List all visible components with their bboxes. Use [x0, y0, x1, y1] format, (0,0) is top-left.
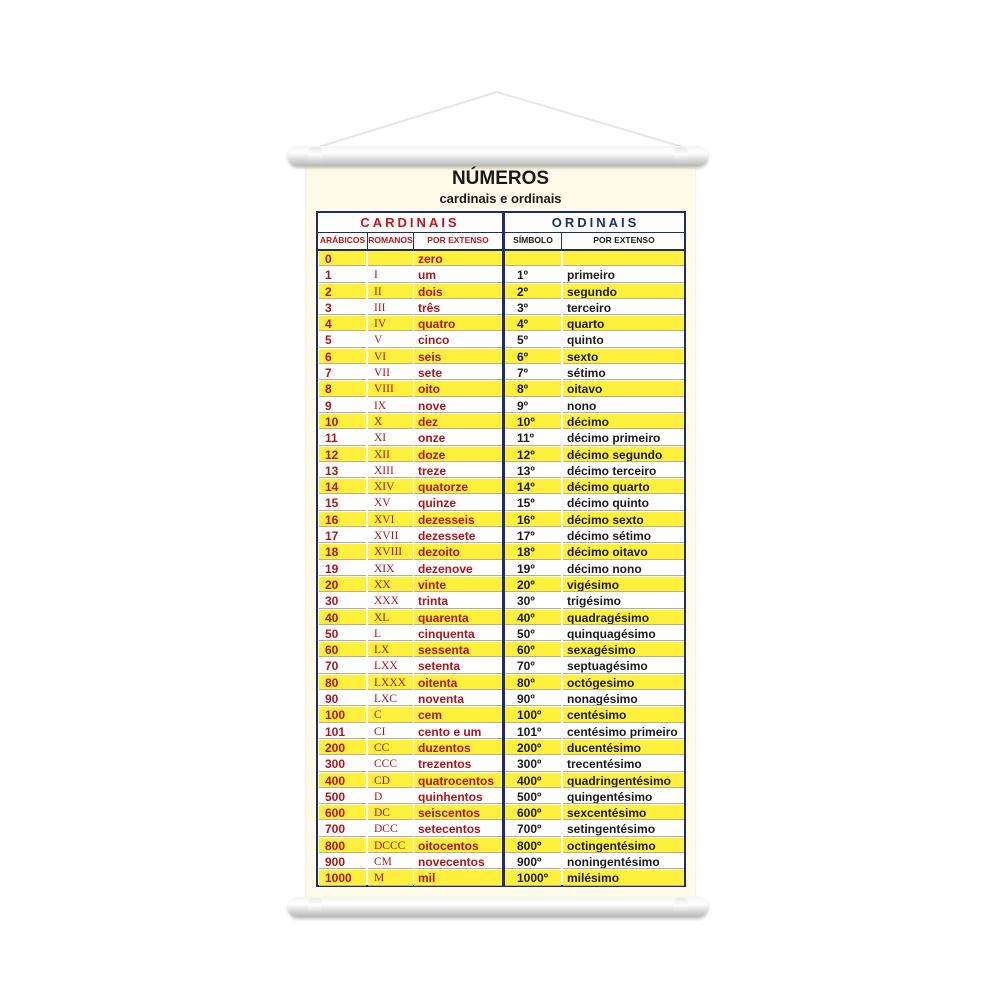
cardinal-cell: dezoito [414, 544, 502, 559]
symbol-cell: 6º [505, 349, 561, 364]
roman-cell: IX [368, 398, 413, 413]
ordinal-cell: septuagésimo [563, 658, 684, 673]
roman-cell: VIII [368, 381, 413, 396]
cardinal-cell: dezenove [414, 561, 502, 576]
arabic-cell: 19 [319, 561, 366, 576]
arabic-cell: 90 [319, 691, 366, 706]
roman-cell: C [368, 707, 413, 722]
cardinal-cell: seiscentos [414, 805, 502, 820]
cardinal-cell: cinco [414, 332, 502, 347]
arabic-cell: 6 [319, 349, 366, 364]
cardinal-cell: sessenta [414, 642, 502, 657]
cardinal-cell: vinte [414, 577, 502, 592]
table-row [318, 267, 684, 283]
numbers-table [316, 211, 686, 887]
ordinal-cell: décimo sétimo [563, 528, 684, 543]
table-row [318, 789, 684, 805]
arabic-cell: 3 [319, 300, 366, 315]
symbol-cell: 80º [505, 675, 561, 690]
section-cardinais: CARDINAIS [360, 215, 460, 230]
ordinal-cell: ducentésimo [563, 740, 684, 755]
table-row [318, 691, 684, 707]
roman-cell: LXXX [368, 675, 413, 690]
cardinal-cell: zero [414, 251, 502, 266]
ordinal-cell: décimo nono [563, 561, 684, 576]
cardinal-cell: treze [414, 463, 502, 478]
roman-cell: VI [368, 349, 413, 364]
symbol-cell: 500º [505, 789, 561, 804]
table-body [318, 251, 684, 887]
symbol-cell: 7º [505, 365, 561, 380]
cardinal-cell: noventa [414, 691, 502, 706]
ordinal-cell: décimo terceiro [563, 463, 684, 478]
table-row [318, 658, 684, 674]
colhead-simbolo: SÍMBOLO [513, 235, 553, 245]
symbol-cell: 10º [505, 414, 561, 429]
symbol-cell: 3º [505, 300, 561, 315]
header-separator [561, 233, 562, 249]
table-row [318, 724, 684, 740]
roman-cell: CC [368, 740, 413, 755]
roman-cell: II [368, 284, 413, 299]
ordinal-cell: setingentésimo [563, 821, 684, 836]
arabic-cell: 0 [319, 251, 366, 266]
symbol-cell: 40º [505, 610, 561, 625]
arabic-cell: 8 [319, 381, 366, 396]
cardinal-cell: quatrocentos [414, 773, 502, 788]
table-row [318, 756, 684, 772]
symbol-cell [505, 251, 561, 266]
arabic-cell: 600 [319, 805, 366, 820]
ordinal-cell: quinquagésimo [563, 626, 684, 641]
arabic-cell: 101 [319, 724, 366, 739]
chart-banner [306, 158, 695, 903]
header-separator [413, 233, 414, 249]
symbol-cell: 12º [505, 447, 561, 462]
arabic-cell: 16 [319, 512, 366, 527]
ordinal-cell: quarto [563, 316, 684, 331]
cardinal-cell: três [414, 300, 502, 315]
arabic-cell: 1000 [319, 870, 366, 885]
cardinal-cell: novecentos [414, 854, 502, 869]
table-row [318, 349, 684, 365]
table-row [318, 398, 684, 414]
roman-cell: I [368, 267, 413, 282]
table-row [318, 316, 684, 332]
symbol-cell: 90º [505, 691, 561, 706]
cardinal-cell: quatorze [414, 479, 502, 494]
table-row [318, 642, 684, 658]
arabic-cell: 40 [319, 610, 366, 625]
header-divider [318, 232, 684, 233]
symbol-cell: 5º [505, 332, 561, 347]
ordinal-cell: décimo segundo [563, 447, 684, 462]
table-row [318, 773, 684, 789]
roman-cell: XIII [368, 463, 413, 478]
table-row [318, 495, 684, 511]
table-row [318, 512, 684, 528]
table-row [318, 430, 684, 446]
cardinal-cell: cinquenta [414, 626, 502, 641]
cardinal-cell: cem [414, 707, 502, 722]
symbol-cell: 14º [505, 479, 561, 494]
ordinal-cell: sétimo [563, 365, 684, 380]
table-row [318, 251, 684, 267]
roman-cell: IV [368, 316, 413, 331]
table-row [318, 365, 684, 381]
ordinal-cell: sexcentésimo [563, 805, 684, 820]
top-rod [288, 146, 708, 166]
table-row [318, 447, 684, 463]
roman-cell: LX [368, 642, 413, 657]
arabic-cell: 300 [319, 756, 366, 771]
roman-cell: XII [368, 447, 413, 462]
cardinal-cell: dez [414, 414, 502, 429]
symbol-cell: 4º [505, 316, 561, 331]
symbol-cell: 400º [505, 773, 561, 788]
symbol-cell: 16º [505, 512, 561, 527]
cardinal-cell: sete [414, 365, 502, 380]
arabic-cell: 18 [319, 544, 366, 559]
cardinal-cell: oito [414, 381, 502, 396]
symbol-cell: 1º [505, 267, 561, 282]
roman-cell: XVII [368, 528, 413, 543]
cardinal-cell: quinhentos [414, 789, 502, 804]
ordinal-cell: terceiro [563, 300, 684, 315]
table-row [318, 675, 684, 691]
symbol-cell: 70º [505, 658, 561, 673]
cardinal-cell: trezentos [414, 756, 502, 771]
symbol-cell: 30º [505, 593, 561, 608]
cardinal-cell: quatro [414, 316, 502, 331]
ordinal-cell: octógesimo [563, 675, 684, 690]
arabic-cell: 5 [319, 332, 366, 347]
roman-cell: D [368, 789, 413, 804]
arabic-cell: 200 [319, 740, 366, 755]
ordinal-cell: quadringentésimo [563, 773, 684, 788]
ordinal-cell: décimo oitavo [563, 544, 684, 559]
section-divider [502, 213, 505, 885]
table-row [318, 805, 684, 821]
roman-cell: L [368, 626, 413, 641]
symbol-cell: 13º [505, 463, 561, 478]
ordinal-cell [563, 251, 684, 266]
cardinal-cell: cento e um [414, 724, 502, 739]
cardinal-cell: nove [414, 398, 502, 413]
symbol-cell: 60º [505, 642, 561, 657]
table-row [318, 707, 684, 723]
table-row [318, 870, 684, 886]
symbol-cell: 700º [505, 821, 561, 836]
symbol-cell: 600º [505, 805, 561, 820]
roman-cell: X [368, 414, 413, 429]
arabic-cell: 50 [319, 626, 366, 641]
table-row [318, 626, 684, 642]
cardinal-cell: quarenta [414, 610, 502, 625]
arabic-cell: 80 [319, 675, 366, 690]
table-row [318, 610, 684, 626]
arabic-cell: 500 [319, 789, 366, 804]
cardinal-cell: dois [414, 284, 502, 299]
arabic-cell: 800 [319, 838, 366, 853]
symbol-cell: 2º [505, 284, 561, 299]
roman-cell: III [368, 300, 413, 315]
roman-cell: LXX [368, 658, 413, 673]
arabic-cell: 12 [319, 447, 366, 462]
table-row [318, 544, 684, 560]
arabic-cell: 15 [319, 495, 366, 510]
cardinal-cell: mil [414, 870, 502, 885]
symbol-cell: 1000º [505, 870, 561, 885]
arabic-cell: 2 [319, 284, 366, 299]
section-ordinais: ORDINAIS [551, 215, 640, 230]
roman-cell: XIV [368, 479, 413, 494]
symbol-cell: 20º [505, 577, 561, 592]
roman-cell: XVI [368, 512, 413, 527]
arabic-cell: 9 [319, 398, 366, 413]
symbol-cell: 18º [505, 544, 561, 559]
ordinal-cell: primeiro [563, 267, 684, 282]
table-row [318, 740, 684, 756]
symbol-cell: 900º [505, 854, 561, 869]
symbol-cell: 11º [505, 430, 561, 445]
roman-cell: M [368, 870, 413, 885]
table-row [318, 577, 684, 593]
ordinal-cell: décimo quarto [563, 479, 684, 494]
ordinal-cell: quinto [563, 332, 684, 347]
cardinal-cell: onze [414, 430, 502, 445]
ordinal-cell: centésimo primeiro [563, 724, 684, 739]
roman-cell: XIX [368, 561, 413, 576]
arabic-cell: 30 [319, 593, 366, 608]
arabic-cell: 900 [319, 854, 366, 869]
table-row [318, 593, 684, 609]
roman-cell: CD [368, 773, 413, 788]
symbol-cell: 800º [505, 838, 561, 853]
roman-cell: DCC [368, 821, 413, 836]
symbol-cell: 9º [505, 398, 561, 413]
cardinal-cell: oitenta [414, 675, 502, 690]
cardinal-cell: setecentos [414, 821, 502, 836]
cardinal-cell: duzentos [414, 740, 502, 755]
roman-cell: XL [368, 610, 413, 625]
bottom-rod [288, 897, 708, 917]
arabic-cell: 7 [319, 365, 366, 380]
ordinal-cell: vigésimo [563, 577, 684, 592]
ordinal-cell: décimo sexto [563, 512, 684, 527]
roman-cell: VII [368, 365, 413, 380]
ordinal-cell: segundo [563, 284, 684, 299]
cardinal-cell: seis [414, 349, 502, 364]
symbol-cell: 50º [505, 626, 561, 641]
table-row [318, 561, 684, 577]
ordinal-cell: trigésimo [563, 593, 684, 608]
roman-cell: CI [368, 724, 413, 739]
ordinal-cell: noningentésimo [563, 854, 684, 869]
cardinal-cell: trinta [414, 593, 502, 608]
roman-cell: LXC [368, 691, 413, 706]
arabic-cell: 400 [319, 773, 366, 788]
cardinal-cell: oitocentos [414, 838, 502, 853]
colhead-romanos: ROMANOS [368, 235, 413, 245]
roman-cell: XVIII [368, 544, 413, 559]
ordinal-cell: nono [563, 398, 684, 413]
table-row [318, 284, 684, 300]
cardinal-cell: dezessete [414, 528, 502, 543]
ordinal-cell: trecentésimo [563, 756, 684, 771]
page-title: NÚMEROS [451, 168, 550, 189]
arabic-cell: 700 [319, 821, 366, 836]
cardinal-cell: doze [414, 447, 502, 462]
arabic-cell: 11 [319, 430, 366, 445]
arabic-cell: 17 [319, 528, 366, 543]
arabic-cell: 60 [319, 642, 366, 657]
roman-cell [368, 251, 413, 266]
symbol-cell: 300º [505, 756, 561, 771]
roman-cell: XV [368, 495, 413, 510]
symbol-cell: 8º [505, 381, 561, 396]
cardinal-cell: um [414, 267, 502, 282]
ordinal-cell: oitavo [563, 381, 684, 396]
ordinal-cell: quingentésimo [563, 789, 684, 804]
table-row [318, 854, 684, 870]
symbol-cell: 17º [505, 528, 561, 543]
ordinal-cell: décimo [563, 414, 684, 429]
arabic-cell: 13 [319, 463, 366, 478]
arabic-cell: 70 [319, 658, 366, 673]
page-subtitle: cardinais e ordinais [439, 191, 562, 206]
table-row [318, 300, 684, 316]
ordinal-cell: décimo primeiro [563, 430, 684, 445]
table-row [318, 414, 684, 430]
symbol-cell: 19º [505, 561, 561, 576]
symbol-cell: 15º [505, 495, 561, 510]
colhead-arabicos: ARÁBICOS [319, 235, 366, 245]
arabic-cell: 1 [319, 267, 366, 282]
roman-cell: CM [368, 854, 413, 869]
cardinal-cell: setenta [414, 658, 502, 673]
roman-cell: XXX [368, 593, 413, 608]
ordinal-cell: centésimo [563, 707, 684, 722]
ordinal-cell: quadragésimo [563, 610, 684, 625]
table-row [318, 381, 684, 397]
arabic-cell: 100 [319, 707, 366, 722]
arabic-cell: 4 [319, 316, 366, 331]
colhead-por-extenso-cardinal: POR EXTENSO [427, 235, 489, 245]
ordinal-cell: décimo quinto [563, 495, 684, 510]
ordinal-cell: octingentésimo [563, 838, 684, 853]
roman-cell: V [368, 332, 413, 347]
ordinal-cell: nonagésimo [563, 691, 684, 706]
cardinal-cell: quinze [414, 495, 502, 510]
roman-cell: DCCC [368, 838, 413, 853]
header-separator [367, 233, 368, 249]
symbol-cell: 100º [505, 707, 561, 722]
arabic-cell: 14 [319, 479, 366, 494]
table-row [318, 463, 684, 479]
arabic-cell: 20 [319, 577, 366, 592]
colhead-por-extenso-ordinal: POR EXTENSO [593, 235, 655, 245]
ordinal-cell: milésimo [563, 870, 684, 885]
cardinal-cell: dezesseis [414, 512, 502, 527]
ordinal-cell: sexagésimo [563, 642, 684, 657]
arabic-cell: 10 [319, 414, 366, 429]
ordinal-cell: sexto [563, 349, 684, 364]
roman-cell: XI [368, 430, 413, 445]
table-row [318, 838, 684, 854]
symbol-cell: 200º [505, 740, 561, 755]
table-row [318, 528, 684, 544]
roman-cell: DC [368, 805, 413, 820]
table-row [318, 332, 684, 348]
roman-cell: CCC [368, 756, 413, 771]
symbol-cell: 101º [505, 724, 561, 739]
roman-cell: XX [368, 577, 413, 592]
table-row [318, 821, 684, 837]
table-row [318, 479, 684, 495]
